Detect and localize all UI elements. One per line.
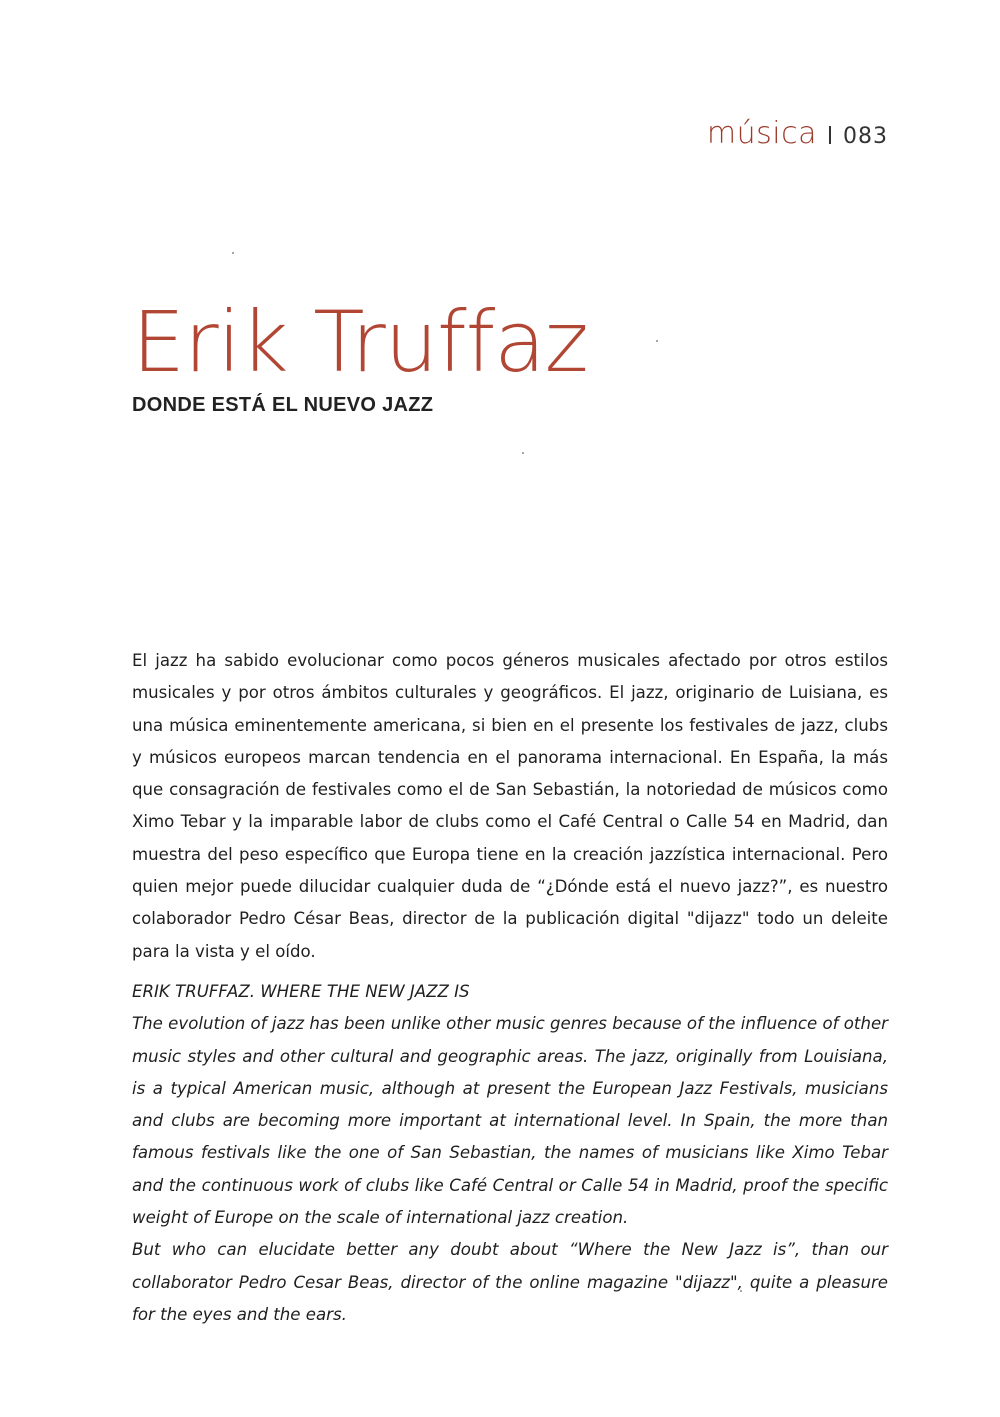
section-name: música [706,116,817,151]
spanish-paragraph: El jazz ha sabido evolucionar como pocos géneros musicales afectado por otros estilos musicales y por otros ámbitos culturales y geográficos. El jazz, originario de Luisiana, es una música eminentemente americana, si bien en el presente los festivales de jazz, clubs y músicos europeos marcan tendencia en el panorama internacional. En España, la más que consagración de festivales como el de San Sebastián, la notoriedad de músicos como Ximo Tebar y la imparable labor de clubs como el Café Central o Calle 54 en Madrid, dan muestra del peso específico que Europa tiene en la creación jazzística internacional. Pero quien mejor puede dilucidar cualquier duda de “¿Dónde está el nuevo jazz?”, es nuestro colaborador Pedro César Beas, director de la publicación digital "dijazz" todo un deleite para la vista y el oído. [132,651,888,961]
header-divider [829,126,831,144]
english-paragraph: The evolution of jazz has been unlike other music genres because of the influence of other music styles and other cultural and geographic areas. The jazz, originally from Louisiana, is a typical American music, although at present the European Jazz Festivals, musicians and clubs are becoming more important at international level. In Spain, the more than famous festivals like the one of San Sebastian, the names of musicians like Ximo Tebar and the continuous work of clubs like Café Central or Calle 54 in Madrid, proof the specific weight of Europe on the scale of international jazz creation. [132,1014,888,1228]
scan-speck [656,340,658,342]
article-subtitle: DONDE ESTÁ EL NUEVO JAZZ [132,394,434,416]
english-paragraph: But who can elucidate better any doubt about “Where the New Jazz is”, than our collaborator Pedro Cesar Beas, director of the online magazine "dijazz", quite a pleasure for the eyes and the ears. [132,1240,888,1324]
running-header [707,116,888,151]
english-heading: ERIK TRUFFAZ. WHERE THE NEW JAZZ IS [132,981,470,1001]
scan-speck [232,252,234,254]
page-number: 083 [843,124,888,149]
scan-speck [522,452,524,454]
article-title: Erik Truffaz [132,293,588,391]
article-body [132,645,888,1331]
